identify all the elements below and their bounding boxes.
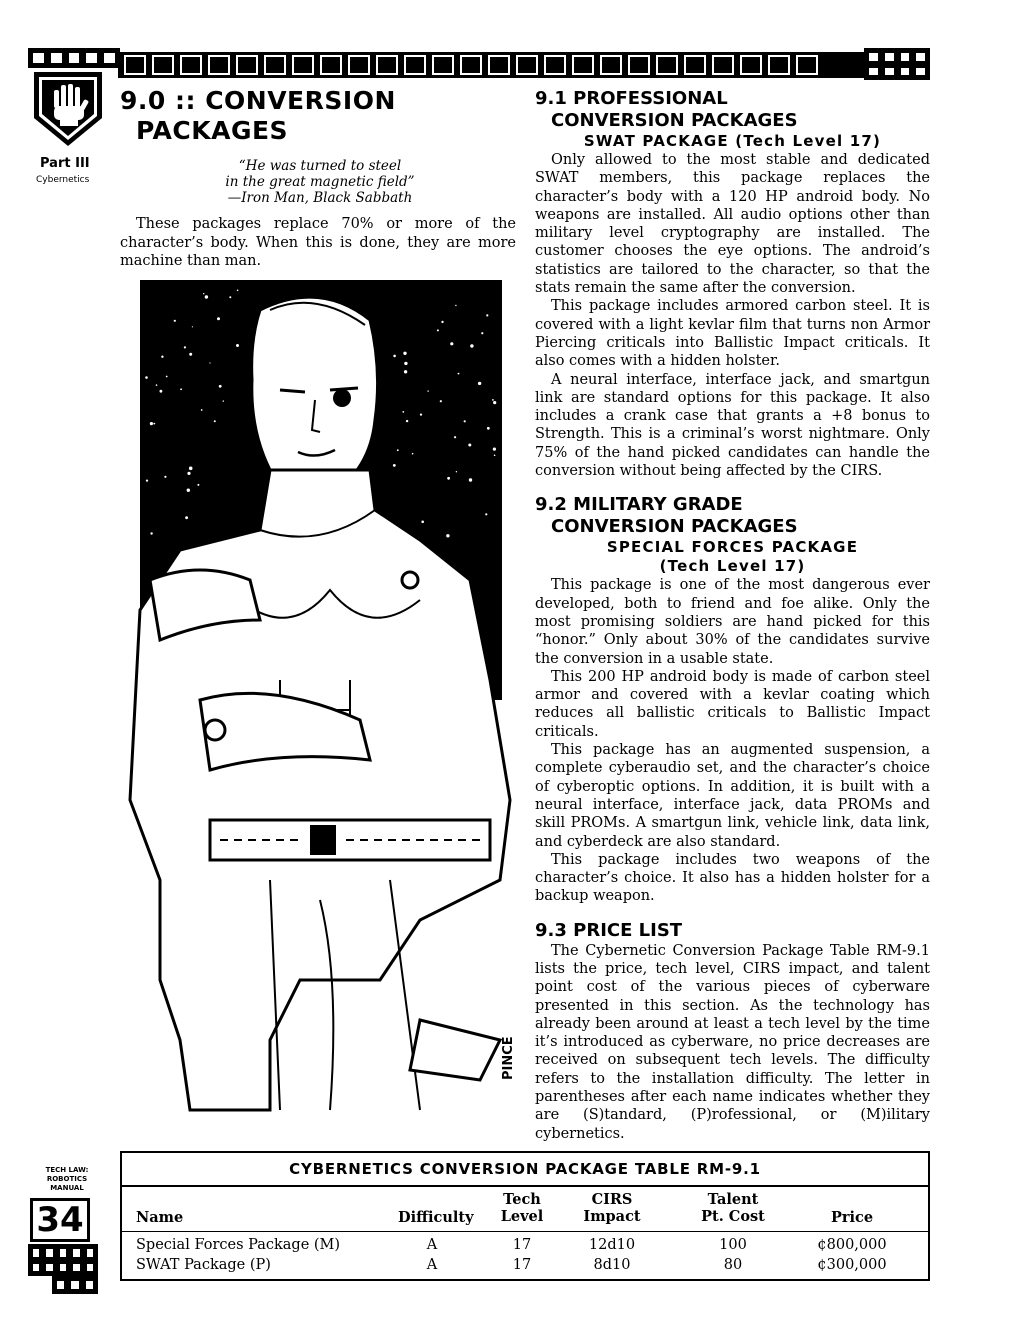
row-cirs: 12d10: [588, 1237, 636, 1253]
conversion-package-table: [120, 1151, 930, 1281]
cyborg-illustration: [120, 280, 520, 1132]
decor-block-bottom: [28, 1244, 98, 1276]
table-title: CYBERNETICS CONVERSION PACKAGE TABLE RM-9.1: [122, 1153, 928, 1187]
decor-square: [768, 55, 790, 75]
paragraph: This package has an augmented suspension, a complete cyberaudio set, and the character’s choice of cyberoptic options. In addition, it is built with a neural interface, interface jack, data PROMs and skill PROMs. A smartgun link, vehicle link, data link, and cyberdeck are also standard.: [535, 742, 930, 850]
header-talent-line: Pt. Cost: [701, 1208, 765, 1225]
header-cirs-line: Impact: [583, 1208, 641, 1225]
paragraph: This package includes two weapons of the character’s choice. It also has a hidden holster for a backup weapon.: [535, 851, 930, 905]
row-difficulty: A: [426, 1237, 438, 1253]
decor-square: [684, 55, 706, 75]
decor-square: [236, 55, 258, 75]
decor-square: [516, 55, 538, 75]
intro-text: [120, 215, 516, 271]
quote-line: “He was turned to steel: [238, 158, 402, 174]
decor-square: [124, 55, 146, 75]
section-heading-9-3: 9.3 PRICE LIST: [535, 919, 683, 941]
quote-line: in the great magnetic field”: [225, 174, 415, 190]
decor-square: [376, 55, 398, 75]
heading-line-2: CONVERSION PACKAGES: [551, 516, 798, 538]
artist-signature: PINCE: [501, 1036, 516, 1080]
row-name: SWAT Package (P): [136, 1257, 271, 1273]
decor-square: [432, 55, 454, 75]
paragraph: The Cybernetic Conversion Package Table RM-9.1 lists the price, tech level, CIRS impact, and talent point cost of the various pieces of cyberware presented in this section. As the technology has already been around at least a tech level by the time it’s introduced as cyberware, no price decreases are received on subsequent tech levels. The difficulty refers to the installation difficulty. The letter in parentheses after each name indicates whether they are (S)tandard, (P)rofessional, or (M)ilitary cybernetics.: [535, 942, 930, 1142]
book-title-line: MANUAL: [50, 1184, 84, 1192]
paragraph: This package is one of the most dangerous ever developed, both to friend and foe alike. Only the most promising soldiers are hand picked for this “honor.” Only about 30% of the candidates survive the conversion in a usable state.: [535, 577, 930, 667]
header-tech: [494, 1191, 550, 1225]
decor-square: [180, 55, 202, 75]
paragraph: This 200 HP android body is made of carbon steel armor and covered with a kevlar coating which reduces all ballistic criticals to Ballistic Impact criticals.: [535, 668, 930, 740]
decor-square: [712, 55, 734, 75]
decor-square: [208, 55, 230, 75]
decor-square: [264, 55, 286, 75]
row-tech: 17: [512, 1257, 532, 1273]
book-title-line: TECH LAW:: [45, 1166, 89, 1174]
row-talent: 100: [719, 1237, 747, 1253]
row-cirs: 8d10: [593, 1257, 631, 1273]
book-title-line: ROBOTICS: [46, 1175, 88, 1183]
hand-emblem-icon: [30, 66, 106, 150]
book-title: [32, 1166, 102, 1193]
top-decorative-bar: [28, 48, 930, 82]
header-talent-line: Talent: [707, 1191, 759, 1208]
paragraph: This package includes armored carbon steel. It is covered with a light kevlar film that turns non Armor Piercing criticals into Ballistic Impact criticals. It also comes with a hidden holster.: [535, 298, 930, 370]
row-tech: 17: [512, 1237, 532, 1253]
decor-square: [488, 55, 510, 75]
decor-square: [404, 55, 426, 75]
decor-square: [628, 55, 650, 75]
header-name: Name: [136, 1209, 184, 1226]
decor-strip: [118, 52, 870, 78]
heading-line-2: CONVERSION PACKAGES: [551, 110, 798, 131]
right-column: [535, 88, 930, 1143]
row-talent: 80: [723, 1257, 743, 1273]
decor-block-left: [28, 48, 120, 68]
header-talent: [688, 1191, 778, 1225]
header-price: Price: [830, 1209, 874, 1226]
decor-square: [572, 55, 594, 75]
heading-line-1: 9.2 MILITARY GRADE: [535, 494, 743, 516]
part-label: Part III: [40, 156, 90, 171]
header-cirs: [574, 1191, 650, 1225]
decor-square: [292, 55, 314, 75]
decor-square: [544, 55, 566, 75]
section-heading-9-2: [535, 494, 930, 538]
epigraph-quote: [170, 158, 470, 206]
subheading-line-1: SPECIAL FORCES PACKAGE: [606, 538, 859, 557]
decor-square: [656, 55, 678, 75]
row-price: ¢300,000: [817, 1257, 887, 1273]
heading-line-1: 9.0 :: CONVERSION: [120, 86, 396, 115]
quote-attribution: —Iron Man, Black Sabbath: [227, 190, 413, 206]
swat-package-subheading: SWAT PACKAGE (Tech Level 17): [583, 132, 882, 150]
header-cirs-line: CIRS: [591, 1191, 633, 1208]
decor-block-right: [864, 48, 930, 80]
decor-square: [796, 55, 818, 75]
decor-square: [740, 55, 762, 75]
heading-line-1: 9.1 PROFESSIONAL: [535, 88, 728, 109]
header-tech-line: Level: [500, 1208, 544, 1225]
row-difficulty: A: [426, 1257, 438, 1273]
section-heading-9-0: [120, 86, 396, 146]
paragraph: Only allowed to the most stable and dedicated SWAT members, this package replaces the character’s body with a 120 HP android body. No weapons are installed. All audio options other than military level cryptography are installed. The customer chooses the eye options. The android’s statistics are tailored to the character, so that the stats remain the same after the conversion.: [535, 152, 930, 297]
header-tech-line: Tech: [503, 1191, 541, 1208]
part-subtitle: Cybernetics: [36, 175, 90, 185]
row-name: Special Forces Package (M): [136, 1237, 341, 1253]
paragraph: A neural interface, interface jack, and smartgun link are standard options for this package. It also includes a crank case that grants a +8 bonus to Strength. This is a criminal’s worst nightmare. Only 75% of the hand picked candidates can handle the conversion without being affected by the CIRS.: [535, 371, 930, 480]
decor-square: [460, 55, 482, 75]
header-difficulty: Difficulty: [398, 1209, 474, 1226]
section-heading-9-1: [535, 88, 930, 132]
decor-square: [600, 55, 622, 75]
decor-square: [320, 55, 342, 75]
table-header-rule: [122, 1231, 928, 1232]
decor-square: [348, 55, 370, 75]
page-number: 34: [30, 1198, 90, 1242]
decor-block-bottom-small: [52, 1276, 98, 1294]
heading-line-2: PACKAGES: [136, 116, 289, 145]
subheading-line-2: (Tech Level 17): [659, 557, 806, 576]
row-price: ¢800,000: [817, 1237, 887, 1253]
decor-square: [152, 55, 174, 75]
special-forces-subheading: [535, 538, 930, 576]
intro-paragraph: These packages replace 70% or more of the character’s body. When this is done, they are more machine than man.: [120, 216, 516, 269]
